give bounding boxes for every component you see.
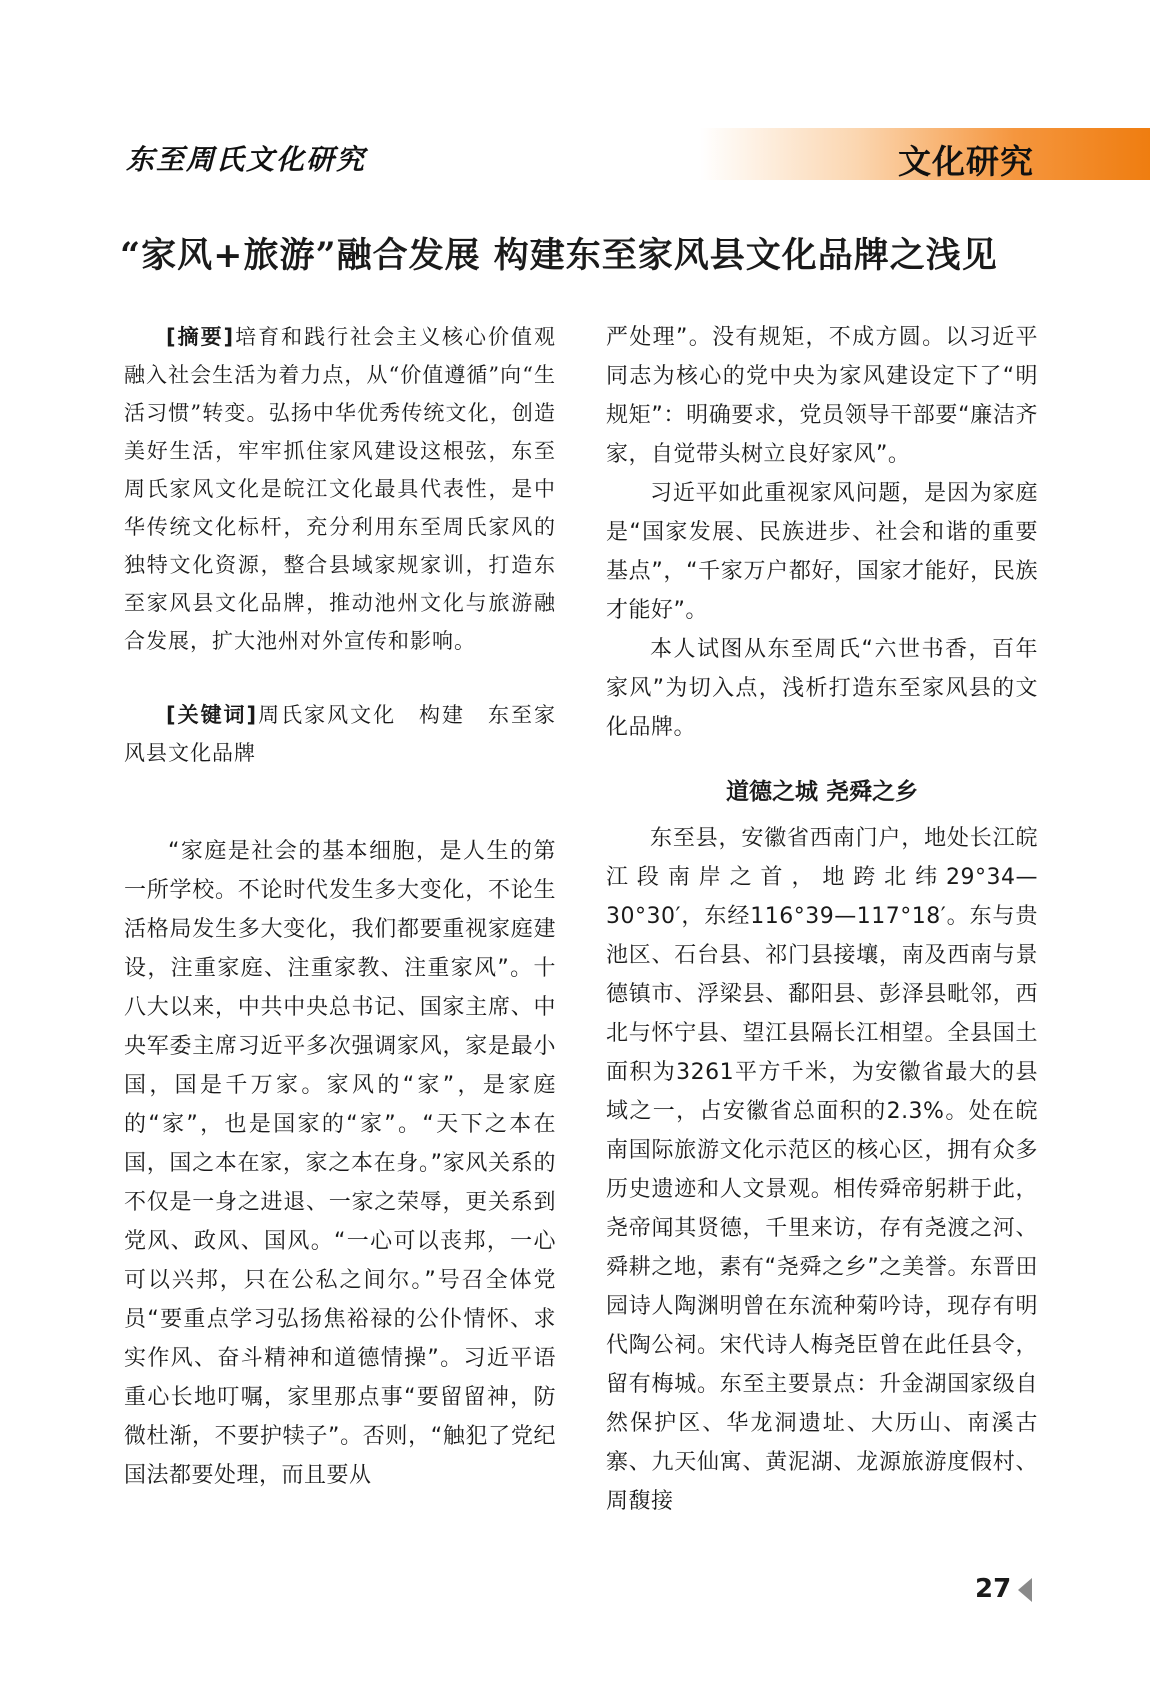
right-paragraph-3: 本人试图从东至周氏“六世书香，百年家风”为切入点，浅析打造东至家风县的文化品牌。	[606, 637, 1038, 740]
left-column	[124, 318, 556, 1495]
right-paragraph-2: 习近平如此重视家风问题，是因为家庭是“国家发展、民族进步、社会和谐的重要基点”，“千家万户都好，国家才能好，民族才能好”。	[606, 481, 1038, 623]
page-arrow-icon	[1018, 1578, 1032, 1602]
right-paragraph-1: 严处理”。没有规矩，不成方圆。以习近平同志为核心的党中央为家风建设定下了“明规矩”：明确要求，党员领导干部要“廉洁齐家，自觉带头树立良好家风”。	[606, 325, 1038, 467]
keywords-label: [关键词]	[166, 703, 258, 727]
abstract-text: 培育和践行社会主义核心价值观融入社会生活为着力点，从“价值遵循”向“生活习惯”转变。弘扬中华优秀传统文化，创造美好生活，牢牢抓住家风建设这根弦，东至周氏家风文化是皖江文化最具代表性，是中华传统文化标杆，充分利用东至周氏家风的独特文化资源，整合县域家规家训，打造东至家风县文化品牌，推动池州文化与旅游融合发展，扩大池州对外宣传和影响。	[124, 325, 557, 653]
abstract	[124, 318, 556, 660]
section-subheading: 道德之城 尧舜之乡	[725, 779, 918, 805]
keywords	[124, 696, 556, 772]
right-paragraph-4: 东至县，安徽省西南门户，地处长江皖江段南岸之首，地跨北纬29°34—30°30′，东经116°39—117°18′。东与贵池区、石台县、祁门县接壤，南及西南与景德镇市、浮梁县、鄱阳县、彭泽县毗邻，西北与怀宁县、望江县隔长江相望。全县国土面积为3261平方千米，为安徽省最大的县域之一，占安徽省总面积的2.3%。处在皖南国际旅游文化示范区的核心区，拥有众多历史遗迹和人文景观。相传舜帝躬耕于此，尧帝闻其贤德，千里来访，存有尧渡之河、舜耕之地，素有“尧舜之乡”之美誉。东晋田园诗人陶渊明曾在东流种菊吟诗，现存有明代陶公祠。宋代诗人梅尧臣曾在此任县令，留有梅城。东至主要景点：升金湖国家级自然保护区、华龙洞遗址、大历山、南溪古寨、九天仙寓、黄泥湖、龙源旅游度假村、周馥接	[606, 826, 1038, 1514]
article-title: “家风+旅游”融合发展 构建东至家风县文化品牌之浅见	[120, 235, 998, 276]
left-body-paragraph: “家庭是社会的基本细胞，是人生的第一所学校。不论时代发生多大变化，不论生活格局发生多大变化，我们都要重视家庭建设，注重家庭、注重家教、注重家风”。十八大以来，中共中央总书记、国家主席、中央军委主席习近平多次强调家风，家是最小国，国是千万家。家风的“家”，是家庭的“家”，也是国家的“家”。“天下之本在国，国之本在家，家之本在身。”家风关系的不仅是一身之进退、一家之荣辱，更关系到党风、政风、国风。“一心可以丧邦，一心可以兴邦，只在公私之间尔。”号召全体党员“要重点学习弘扬焦裕禄的公仆情怀、求实作风、奋斗精神和道德情操”。习近平语重心长地叮嘱，家里那点事“要留留神，防微杜渐，不要护犊子”。否则，“触犯了党纪国法都要处理，而且要从	[124, 839, 556, 1488]
keywords-text: 周氏家风文化 构建 东至家风县文化品牌	[124, 703, 556, 765]
section-name: 文化研究	[898, 142, 1034, 181]
page-number: 27	[975, 1574, 1012, 1604]
right-column	[606, 318, 1038, 1521]
abstract-label: [摘要]	[166, 325, 235, 349]
journal-name: 东至周氏文化研究	[126, 143, 367, 176]
